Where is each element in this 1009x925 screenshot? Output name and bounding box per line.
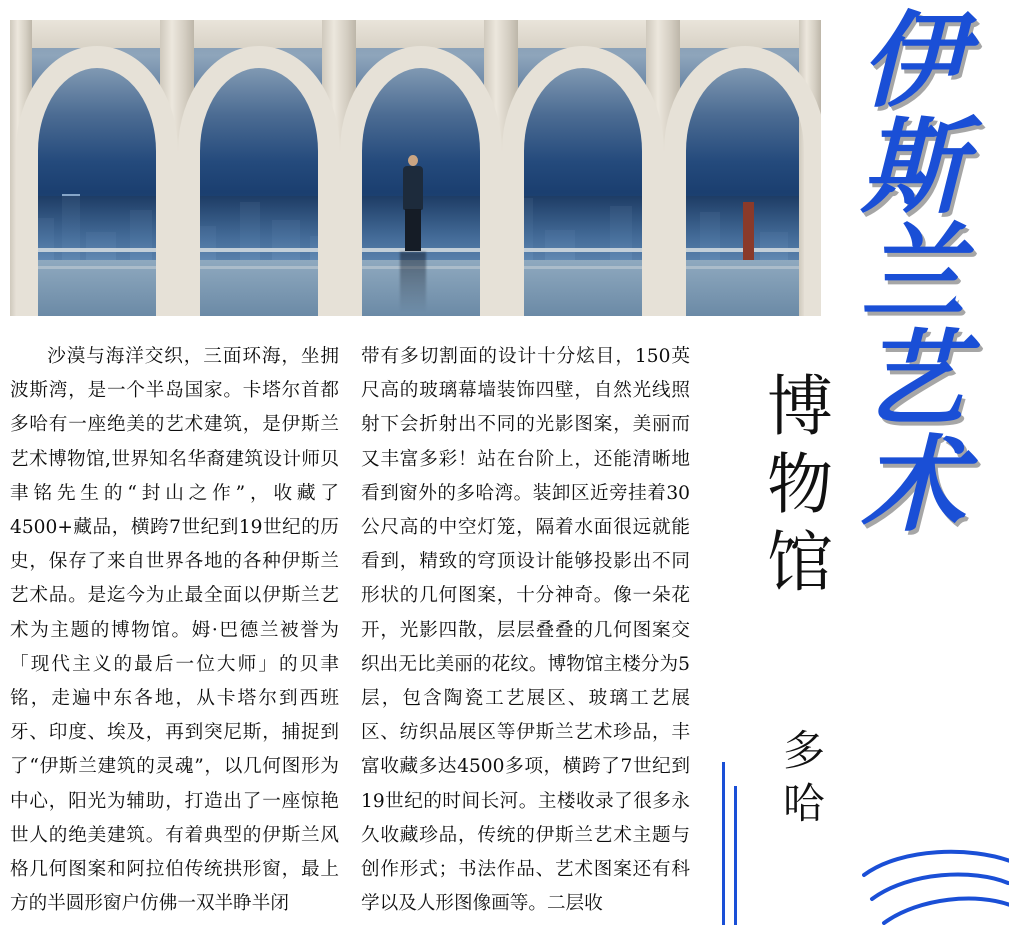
body-paragraph-left: 沙漠与海洋交织，三面环海，坐拥波斯湾，是一个半岛国家。卡塔尔首都多哈有一座绝美的艺术建筑，是伊斯兰艺术博物馆,世界知名华裔建筑设计师贝聿铭先生的“封山之作”，收藏了4500+藏品，横跨7世纪到19世纪的历史，保存了来自世界各地的各种伊斯兰艺术品。是迄今为止最全面以伊斯兰艺术为主题的博物馆。姆·巴德兰被誉为「现代主义的最后一位大师」的贝聿铭，走遍中东各地，从卡塔尔到西班牙、印度、埃及，再到突尼斯，捕捉到了“伊斯兰建筑的灵魂”，以几何图形为中心，阳光为辅助，打造出了一座惊艳世人的绝美建筑。有着典型的伊斯兰风格几何图案和阿拉伯传统拱形窗，最上方的半圆形窗户仿佛一双半睁半闭 [10, 346, 339, 915]
city-char-2: 哈 [782, 778, 825, 828]
subtitle-char-1: 博 [767, 368, 833, 445]
city-char-1: 多 [782, 726, 825, 775]
headline-char-3: 兰 [860, 211, 965, 335]
body-columns [10, 340, 690, 925]
subtitle-char-3: 馆 [767, 523, 833, 601]
decorative-rule-left [722, 762, 725, 925]
body-column-right [361, 340, 690, 925]
decorative-rule-right [734, 786, 737, 925]
headline-char-2: 斯 [860, 105, 965, 229]
body-column-left [10, 340, 339, 925]
subtitle-vertical [752, 368, 848, 602]
headline-char-4: 艺 [860, 317, 965, 441]
body-paragraph-right: 带有多切割面的设计十分炫目，150英尺高的玻璃幕墙装饰四壁，自然光线照射下会折射出不同的光影图案，美丽而又丰富多彩！站在台阶上，还能清晰地看到窗外的多哈湾。装卸区近旁挂着30公尺高的中空灯笼，隔着水面很远就能看到，精致的穹顶设计能够投影出不同形状的几何图案，十分神奇。像一朵花开，光影四散，层层叠叠的几何图案交织出无比美丽的花纹。博物馆主楼分为5层，包含陶瓷工艺展区、玻璃工艺展区、纺织品展区等伊斯兰艺术珍品，丰富收藏多达4500多项，横跨了7世纪到19世纪的时间长河。主楼收录了很多永久收藏珍品，传统的伊斯兰艺术主题与创作形式；书法作品、艺术图案还有科学以及人形图像画等。二层收 [361, 346, 690, 915]
headline-char-1: 伊 [860, 0, 965, 122]
subtitle-char-2: 物 [767, 445, 833, 523]
headline-char-5: 术 [860, 423, 965, 547]
hero-arcade-arches [10, 20, 821, 316]
decorative-swoosh-icon [862, 845, 1009, 925]
city-vertical [768, 725, 840, 830]
headline-vertical [823, 0, 1003, 547]
hero-photo [10, 20, 821, 316]
